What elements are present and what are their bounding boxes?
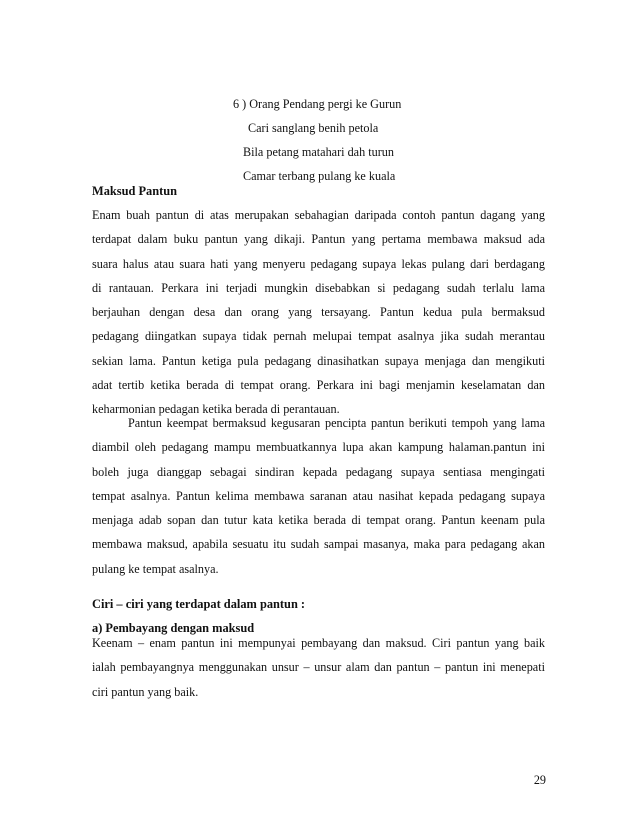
ciri-paragraph — [92, 636, 545, 709]
paragraph-line: keharmonian pedagan ketika berada di perantauan. — [92, 402, 340, 417]
second-paragraph — [92, 416, 545, 586]
pantun-line-3: Bila petang matahari dah turun — [243, 145, 394, 159]
paragraph-line: boleh juga dianggap sebagai sindiran kepada pedagang supaya sentiasa mengingati — [92, 464, 545, 479]
paragraph-line: ialah pembayangnya menggunakan unsur – unsur alam dan pantun – pantun ini menepati — [92, 660, 545, 675]
paragraph-line: berjauhan dengan desa dan orang yang tersayang. Pantun kedua pula bermaksud — [92, 305, 545, 320]
maksud-heading: Maksud Pantun — [92, 184, 178, 198]
paragraph-line: ciri pantun yang baik. — [92, 684, 199, 699]
ciri-heading: Ciri – ciri yang terdapat dalam pantun : — [92, 597, 306, 611]
paragraph-line: sekian lama. Pantun ketiga pula pedagang dinasihatkan supaya menjaga dan mengikuti — [92, 353, 545, 368]
paragraph-line: suara halus atau suara hati yang menyeru pedagang supaya lekas pulang dari berdagang — [92, 256, 545, 271]
paragraph-line: pedagang diingatkan supaya tidak pernah melupai tempat asalnya jika sudah merantau — [92, 329, 545, 344]
paragraph-line: terdapat dalam buku pantun yang dikaji. Pantun yang pertama membawa maksud ada — [92, 232, 545, 247]
paragraph-line: pulang ke tempat asalnya. — [92, 561, 219, 576]
ciri-subheading: a) Pembayang dengan maksud — [92, 621, 255, 635]
paragraph-line: Enam buah pantun di atas merupakan sebahagian daripada contoh pantun dagang yang — [92, 208, 545, 222]
paragraph-line: diambil oleh pedagang mampu membuatkannya lupa akan kampung halaman.pantun ini — [92, 440, 545, 455]
paragraph-line: adat tertib ketika berada di tempat orang. Perkara ini bagi menjamin keselamatan dan — [92, 378, 545, 393]
paragraph-line: menjaga adab sopan dan tutur kata ketika berada di tempat orang. Pantun keenam pula — [92, 513, 545, 528]
paragraph-line: Keenam – enam pantun ini mempunyai pembayang dan maksud. Ciri pantun yang baik — [92, 636, 545, 650]
pantun-line-2: Cari sanglang benih petola — [248, 121, 379, 135]
page-number: 29 — [533, 773, 546, 787]
paragraph-line: di rantauan. Perkara ini terjadi mungkin disebabkan si pedagang sudah terlalu lama — [92, 280, 545, 295]
pantun-line-1: 6 ) Orang Pendang pergi ke Gurun — [233, 97, 402, 111]
paragraph-line: Pantun keempat bermaksud kegusaran pencipta pantun berikuti tempoh yang lama — [128, 416, 545, 430]
pantun-line-4: Camar terbang pulang ke kuala — [243, 169, 396, 183]
maksud-paragraph — [92, 208, 545, 427]
paragraph-line: membawa maksud, apabila sesuatu itu sudah sampai masanya, maka para pedagang akan — [92, 537, 545, 552]
paragraph-line: tempat asalnya. Pantun kelima membawa saranan atau nasihat kepada pedagang supaya — [92, 488, 545, 503]
